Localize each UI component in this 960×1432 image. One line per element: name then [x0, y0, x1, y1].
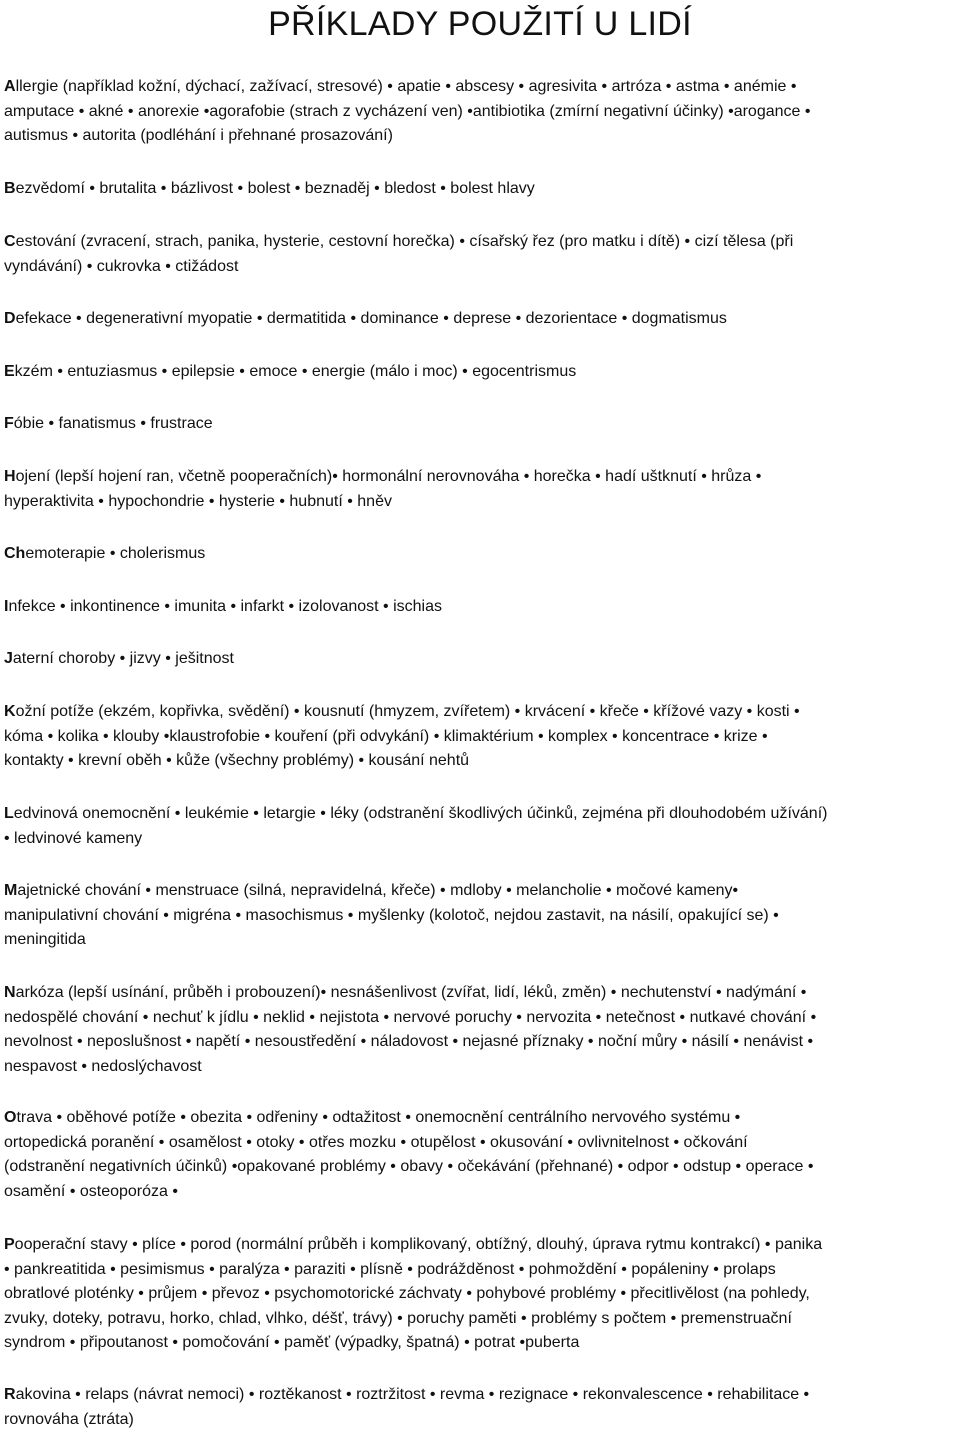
section-initial: R [4, 1386, 16, 1403]
section-line: Allergie (například kožní, dýchací, zažívací, stresové) • apatie • abscesy • agresivita • artróza • astma • anémie • [4, 75, 956, 100]
section-line: Kožní potíže (ekzém, kopřivka, svědění) • kousnutí (hmyzem, zvířetem) • krvácení • křeče • křížové vazy • kosti • [4, 700, 956, 725]
section-j [4, 647, 956, 672]
section-line: • ledvinové kameny [4, 827, 956, 852]
section-initial: D [4, 310, 16, 327]
section-m [4, 879, 956, 953]
section-initial: I [4, 598, 8, 615]
section-line: Fóbie • fanatismus • frustrace [4, 412, 956, 437]
section-line: osamění • osteoporóza • [4, 1180, 956, 1205]
section-line: obratlové ploténky • průjem • převoz • psychomotorické záchvaty • pohybové problémy • přecitlivělost (na pohledy, [4, 1282, 956, 1307]
section-line: ortopedická poranění • osamělost • otoky • otřes mozku • otupělost • okusování • ovlivnitelnost • očkování [4, 1131, 956, 1156]
section-line: Defekace • degenerativní myopatie • dermatitida • dominance • deprese • dezorientace • dogmatismus [4, 307, 956, 332]
section-line: (odstranění negativních účinků) •opakované problémy • obavy • očekávání (přehnané) • odpor • odstup • operace • [4, 1155, 956, 1180]
section-c [4, 230, 956, 279]
section-k [4, 700, 956, 774]
section-line: vyndávání) • cukrovka • ctižádost [4, 255, 956, 280]
section-line: Chemoterapie • cholerismus [4, 542, 956, 567]
section-h [4, 465, 956, 514]
section-line: Ledvinová onemocnění • leukémie • letargie • léky (odstranění škodlivých účinků, zejména při dlouhodobém užívání) [4, 802, 956, 827]
section-line: nevolnost • neposlušnost • napětí • nesoustředění • náladovost • nejasné příznaky • noční můry • násilí • nenávist • [4, 1030, 956, 1055]
section-a [4, 75, 956, 149]
section-initial: O [4, 1109, 16, 1126]
section-line: Ekzém • entuziasmus • epilepsie • emoce • energie (málo i moc) • egocentrismus [4, 360, 956, 385]
section-initial: L [4, 805, 14, 822]
section-initial: Ch [4, 545, 25, 562]
section-i [4, 595, 956, 620]
section-line: manipulativní chování • migréna • masochismus • myšlenky (kolotoč, nejdou zastavit, na násilí, opakující se) • [4, 904, 956, 929]
section-line: syndrom • připoutanost • pomočování • paměť (výpadky, špatná) • potrat •puberta [4, 1331, 956, 1356]
section-e [4, 360, 956, 385]
section-line: kóma • kolika • klouby •klaustrofobie • kouření (při odvykání) • klimaktérium • komplex • koncentrace • krize • [4, 725, 956, 750]
section-p [4, 1233, 956, 1356]
section-initial: K [4, 703, 16, 720]
section-initial: P [4, 1236, 15, 1253]
section-o [4, 1106, 956, 1204]
section-initial: J [4, 650, 13, 667]
section-initial: C [4, 233, 16, 250]
section-ch [4, 542, 956, 567]
section-initial: N [4, 984, 16, 1001]
section-b [4, 177, 956, 202]
section-initial: A [4, 78, 16, 95]
section-line: • pankreatitida • pesimismus • paralýza • paraziti • plísně • podrážděnost • pohmoždění • popáleniny • prolaps [4, 1258, 956, 1283]
section-line: Infekce • inkontinence • imunita • infarkt • izolovanost • ischias [4, 595, 956, 620]
section-d [4, 307, 956, 332]
section-initial: F [4, 415, 14, 432]
section-line: Jaterní choroby • jizvy • ješitnost [4, 647, 956, 672]
section-l [4, 802, 956, 851]
section-line: hyperaktivita • hypochondrie • hysterie • hubnutí • hněv [4, 490, 956, 515]
section-initial: E [4, 363, 15, 380]
page-title: PŘÍKLADY POUŽITÍ U LIDÍ [0, 4, 960, 44]
section-r [4, 1383, 956, 1432]
section-line: nespavost • nedoslýchavost [4, 1055, 956, 1080]
section-line: Hojení (lepší hojení ran, včetně pooperačních)• hormonální nerovnováha • horečka • hadí uštknutí • hrůza • [4, 465, 956, 490]
section-f [4, 412, 956, 437]
section-n [4, 981, 956, 1079]
section-initial: H [4, 468, 16, 485]
section-line: Pooperační stavy • plíce • porod (normální průběh i komplikovaný, obtížný, dlouhý, úprava rytmu kontrakcí) • panika [4, 1233, 956, 1258]
section-line: meningitida [4, 928, 956, 953]
section-line: Majetnické chování • menstruace (silná, nepravidelná, křeče) • mdloby • melancholie • močové kameny• [4, 879, 956, 904]
section-line: rovnováha (ztráta) [4, 1408, 956, 1432]
section-line: Cestování (zvracení, strach, panika, hysterie, cestovní horečka) • císařský řez (pro matku i dítě) • cizí tělesa (při [4, 230, 956, 255]
section-line: kontakty • krevní oběh • kůže (všechny problémy) • kousání nehtů [4, 749, 956, 774]
section-line: Otrava • oběhové potíže • obezita • odřeniny • odtažitost • onemocnění centrálního nervového systému • [4, 1106, 956, 1131]
section-line: nedospělé chování • nechuť k jídlu • neklid • nejistota • nervové poruchy • nervozita • netečnost • nutkavé chování • [4, 1006, 956, 1031]
section-line: Rakovina • relaps (návrat nemoci) • roztěkanost • roztržitost • revma • rezignace • rekonvalescence • rehabilitace • [4, 1383, 956, 1408]
section-initial: M [4, 882, 17, 899]
section-line: Bezvědomí • brutalita • bázlivost • bolest • beznaděj • bledost • bolest hlavy [4, 177, 956, 202]
section-initial: B [4, 180, 16, 197]
section-line: zvuky, doteky, potravu, horko, chlad, vlhko, déšť, trávy) • poruchy paměti • problémy s počtem • premenstruační [4, 1307, 956, 1332]
section-line: Narkóza (lepší usínání, průběh i probouzení)• nesnášenlivost (zvířat, lidí, léků, změn) • nechutenství • nadýmání • [4, 981, 956, 1006]
section-line: autismus • autorita (podléhání i přehnané prosazování) [4, 124, 956, 149]
section-line: amputace • akné • anorexie •agorafobie (strach z vycházení ven) •antibiotika (zmírní negativní účinky) •arogance • [4, 100, 956, 125]
